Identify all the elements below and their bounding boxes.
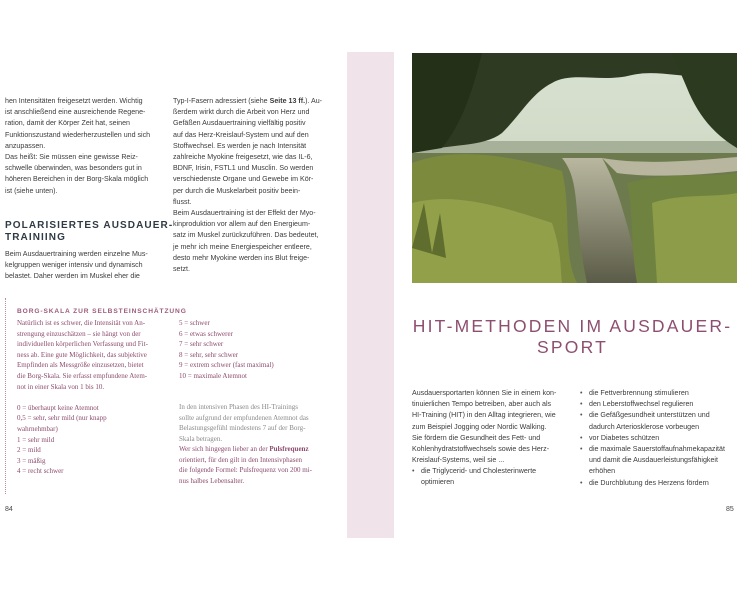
right-column2-bullets bbox=[589, 388, 739, 489]
bullet-item: • die Triglycerid- und Cholesterinwerte optimieren bbox=[421, 466, 576, 488]
note-line: Skala betragen. bbox=[179, 434, 223, 443]
bullet-item: • die Gefäßgesundheit unterstützen und dadurch Arteriosklerose vorbeugen bbox=[589, 410, 739, 432]
borg-scale-item: 5 = schwer bbox=[179, 319, 210, 327]
note-line: In den intensiven Phasen des HI-Trainings bbox=[179, 403, 298, 411]
note-line: orientiert, für den gilt in den Intensivphasen bbox=[179, 455, 303, 464]
borg-line: 0,5 = sehr, sehr mild (nur knapp bbox=[17, 414, 107, 423]
borg-box-note bbox=[179, 402, 344, 444]
body-line: desto mehr Myokine werden ins Blut freige- bbox=[173, 253, 310, 262]
borg-scale-item: 8 = sehr, sehr schwer bbox=[179, 350, 239, 359]
body-line: belastet. Daher werden im Muskel eher die bbox=[5, 272, 140, 281]
borg-line: 4 = recht schwer bbox=[17, 467, 64, 476]
lake-photo-image bbox=[412, 53, 737, 283]
section-heading bbox=[5, 220, 174, 244]
body-line: Kreislauf-Systems, weil sie ... bbox=[412, 456, 505, 465]
body-line: zahlreiche Myokine freigesetzt, wie das IL-6, bbox=[173, 153, 313, 162]
body-line: Ausdauersportarten können Sie in einem kon- bbox=[412, 389, 557, 397]
body-line: Stoffwechsel. Es werden je nach Intensität bbox=[173, 141, 307, 150]
body-line: flusst. bbox=[173, 197, 192, 206]
body-line: tinuierlichen Tempo betreiben, aber auch als bbox=[412, 400, 552, 409]
body-line: BDNF, Irisin, FSTL1 und Musclin. So werden bbox=[173, 164, 314, 173]
body-line: HI-Training (HIT) in den Alltag integrieren, wie bbox=[412, 411, 556, 420]
bullet-item: • den Leberstoffwechsel regulieren bbox=[589, 399, 739, 410]
borg-scale-item: 7 = sehr schwer bbox=[179, 340, 224, 349]
right-column1-bullets bbox=[421, 466, 576, 488]
borg-line: wahrnehmbar) bbox=[17, 424, 58, 433]
title-line: SPORT bbox=[537, 337, 608, 357]
borg-scale-item: 10 = maximale Atemnot bbox=[179, 371, 247, 380]
intro-line: Funktionszustand wiederherzustellen und sich bbox=[5, 130, 151, 139]
note-line: nus halbes Lebensalter. bbox=[179, 476, 245, 485]
body-line: ßerdem wirkt durch die Arbeit von Herz und bbox=[173, 108, 310, 117]
borg-line: Empfinden als Messgröße einzusetzen, bietet bbox=[17, 361, 144, 370]
borg-scale-item: 9 = extrem schwer (fast maximal) bbox=[179, 361, 274, 370]
body-line: Sie fördern die Gesundheit des Fett- und bbox=[412, 433, 541, 442]
left-column1-intro bbox=[5, 96, 165, 197]
intro-line: ist anschließend eine ausreichende Regene- bbox=[5, 108, 146, 117]
borg-line: individuellen körperlichen Verfassung und Fit- bbox=[17, 340, 148, 349]
body-line: Beim Ausdauertraining ist der Effekt der Myo- bbox=[173, 209, 316, 218]
right-column1-body bbox=[412, 388, 577, 466]
borg-scale-item: 6 = etwas schwerer bbox=[179, 329, 233, 338]
title-line: HIT-METHODEN IM AUSDAUER- bbox=[412, 316, 733, 336]
bullet-item: • vor Diabetes schützen bbox=[589, 433, 739, 444]
borg-line: 3 = mäßig bbox=[17, 456, 46, 465]
body-line: zum Beispiel Jogging oder Nordic Walking. bbox=[412, 422, 547, 431]
body-line: kinproduktion vor allem auf den Energieum- bbox=[173, 220, 311, 229]
bullet-item: • die Durchblutung des Herzens fördern bbox=[589, 478, 739, 489]
body-line: verschiedenste Organe und Gewebe im Kör- bbox=[173, 175, 314, 184]
body-line: je mehr ich meine Energiespeicher entleere, bbox=[173, 242, 312, 251]
note-line: die folgende Formel: Pulsfrequenz von 200 mi- bbox=[179, 466, 312, 475]
body-line: per durch die Muskelarbeit positiv beein- bbox=[173, 186, 301, 195]
borg-line: Natürlich ist es schwer, die Intensität von An- bbox=[17, 319, 146, 327]
borg-box-pulse-note bbox=[179, 444, 344, 486]
left-column2-body bbox=[173, 96, 338, 275]
left-column1-body bbox=[5, 249, 165, 283]
heading-line: TRAINIING bbox=[5, 232, 67, 243]
lake-photo bbox=[412, 53, 737, 283]
note-line: Wer sich hingegen lieber an der Pulsfrequenz bbox=[179, 445, 309, 453]
intro-line: schwelle überwinden, was besonders gut in bbox=[5, 164, 142, 173]
spine-band bbox=[347, 52, 394, 538]
borg-box-column1 bbox=[17, 318, 177, 477]
note-line: sollte aufgrund der empfundenen Atemnot das bbox=[179, 413, 309, 422]
intro-line: ration, damit der Körper Zeit hat, seinen bbox=[5, 119, 130, 128]
borg-line: 1 = sehr mild bbox=[17, 435, 55, 444]
intro-line: anzupassen. bbox=[5, 141, 46, 150]
borg-line: 0 = überhaupt keine Atemnot bbox=[17, 403, 99, 412]
note-line: Belastungsgefühl mindestens 7 auf der Borg- bbox=[179, 424, 306, 433]
body-line: setzt. bbox=[173, 265, 190, 274]
borg-line: 2 = mild bbox=[17, 446, 41, 455]
page-title bbox=[400, 316, 740, 358]
intro-line: höheren Bereichen in der Borg-Skala möglich bbox=[5, 175, 149, 184]
borg-line bbox=[17, 392, 177, 403]
page-number-right: 85 bbox=[726, 506, 734, 513]
borg-line: ness ab. Eine gute Möglichkeit, das subjektive bbox=[17, 350, 147, 359]
borg-line: strengung einzuschätzen – sie hängt von der bbox=[17, 329, 141, 338]
body-line: Beim Ausdauertraining werden einzelne Mus- bbox=[5, 250, 148, 258]
intro-line: Das heißt: Sie müssen eine gewisse Reiz- bbox=[5, 153, 138, 162]
heading-line: POLARISIERTES AUSDAUER- bbox=[5, 220, 174, 231]
bullet-item: • die Fettverbrennung stimulieren bbox=[589, 388, 739, 399]
borg-line: die Borg-Skala. Sie erfasst empfundene Atem- bbox=[17, 371, 148, 380]
body-line: kelgruppen weniger intensiv und dynamisch bbox=[5, 261, 143, 270]
body-line: Kohlenhydratstoffwechsels sowie des Herz- bbox=[412, 445, 550, 454]
body-line: auf das Herz-Kreislauf-System und auf den bbox=[173, 130, 309, 139]
intro-line: hen Intensitäten freigesetzt werden. Wichtig bbox=[5, 97, 143, 105]
body-line: Typ-I-Fasern adressiert (siehe Seite 13 ff.). Au- bbox=[173, 97, 323, 105]
borg-line: not in einer Skala von 1 bis 10. bbox=[17, 382, 105, 391]
borg-box-title: BORG-SKALA ZUR SELBSTEINSCHÄTZUNG bbox=[17, 308, 187, 315]
page-number-left: 84 bbox=[5, 506, 13, 513]
intro-line: ist (siehe unten). bbox=[5, 186, 58, 195]
bullet-item: • die maximale Sauerstoffaufnahmekapazität und damit die Ausdauerleistungsfähigkeit erhöhen bbox=[589, 444, 739, 478]
borg-scale-upper bbox=[179, 318, 339, 382]
body-line: Gefäßen Ausdauertraining vielfältig positiv bbox=[173, 119, 306, 128]
borg-box-rule bbox=[5, 298, 7, 494]
body-line: satz im Muskel zurückzuführen. Das bedeutet, bbox=[173, 231, 319, 240]
